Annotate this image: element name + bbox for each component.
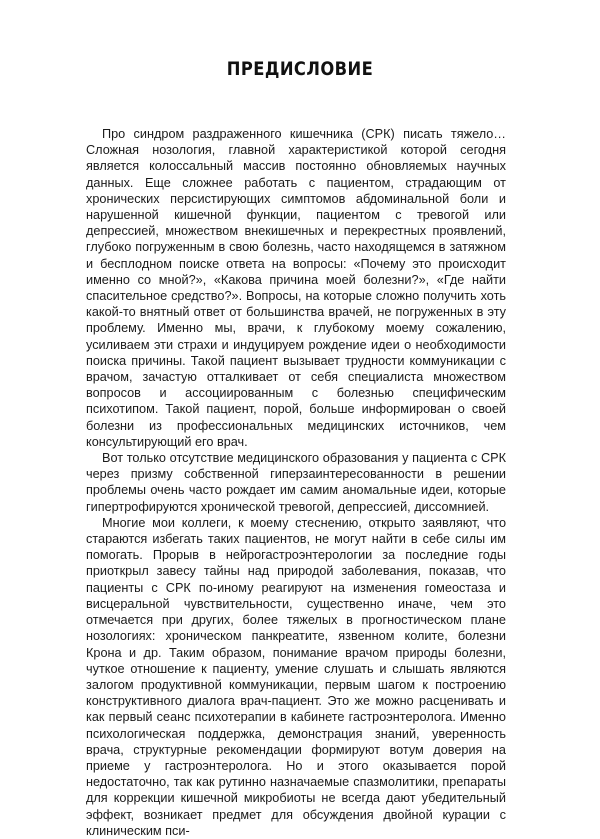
paragraph: Многие мои коллеги, к моему стеснению, открыто заявляют, что стараются избегать таких пациентов, не могут найти в себе силы им помогать. Прорыв в нейрогастроэнтерологии за последние годы приоткрыл завесу тайны над природой заболевания, показав, что пациенты с СРК по-иному реагируют на изменения гомеостаза и висцеральной чувствительности, существенно иначе, чем это отмечается при других, более тяжелых в прогностическом плане нозологиях: хроническом панкреатите, язвенном колите, болезни Крона и др. Таким образом, понимание врачом природы болезни, чуткое отношение к пациенту, умение слушать и слышать являются залогом продуктивной коммуникации, первым шагом к построению конструктивного диалога врач-пациент. Это же можно расценивать и как первый сеанс психотерапии в кабинете гастроэнтеролога. Именно психологическая поддержка, демонстрация знаний, уверенность врача, структурные рекомендации формируют вотум доверия на приеме у гастроэнтеролога. Но и этого оказывается порой недостаточно, так как рутинно назначаемые спазмолитики, препараты для коррекции кишечной микробиоты не всегда дают убедительный эффект, возникает предмет для обсуждения двойной курации с клиническим пси-: [86, 515, 506, 838]
paragraph: Вот только отсутствие медицинского образования у пациента с СРК через призму собственной гиперзаинтересованности в решении проблемы очень часто рождает им самим аномальные идеи, которые гипертрофируются хронической тревогой, депрессией, диссомнией.: [86, 451, 506, 514]
chapter-title: ПРЕДИСЛОВИЕ: [226, 58, 374, 80]
body-text: [86, 126, 506, 839]
paragraph: Про синдром раздраженного кишечника (СРК) писать тяжело… Сложная нозология, главной характеристикой которой сегодня является колоссальный массив постоянно обновляемых научных данных. Еще сложнее работать с пациентом, страдающим от хронических персистирующих симптомов абдоминальной боли и нарушенной кишечной функции, пациентом с тревогой или депрессией, множеством внекишечных и перекрестных проявлений, глубоко погруженным в свою болезнь, часто находящемся в затяжном и бесплодном поиске ответа на вопросы: «Почему это происходит именно со мной?», «Какова причина моей болезни?», «Где найти спасительное средство?». Вопросы, на которые сложно получить хоть какой-то внятный ответ от большинства врачей, не погруженных в эту проблему. Именно мы, врачи, к глубокому моему сожалению, усиливаем эти страхи и индуцируем рождение идеи о необходимости поиска причины. Такой пациент вызывает трудности коммуникации с врачом, зачастую отталкивает от себя специалиста множеством вопросов и ассоциированным с болезнью специфическим психотипом. Такой пациент, порой, больше информирован о своей болезни из профессиональных медицинских источников, чем консультирующий его врач.: [86, 127, 506, 449]
